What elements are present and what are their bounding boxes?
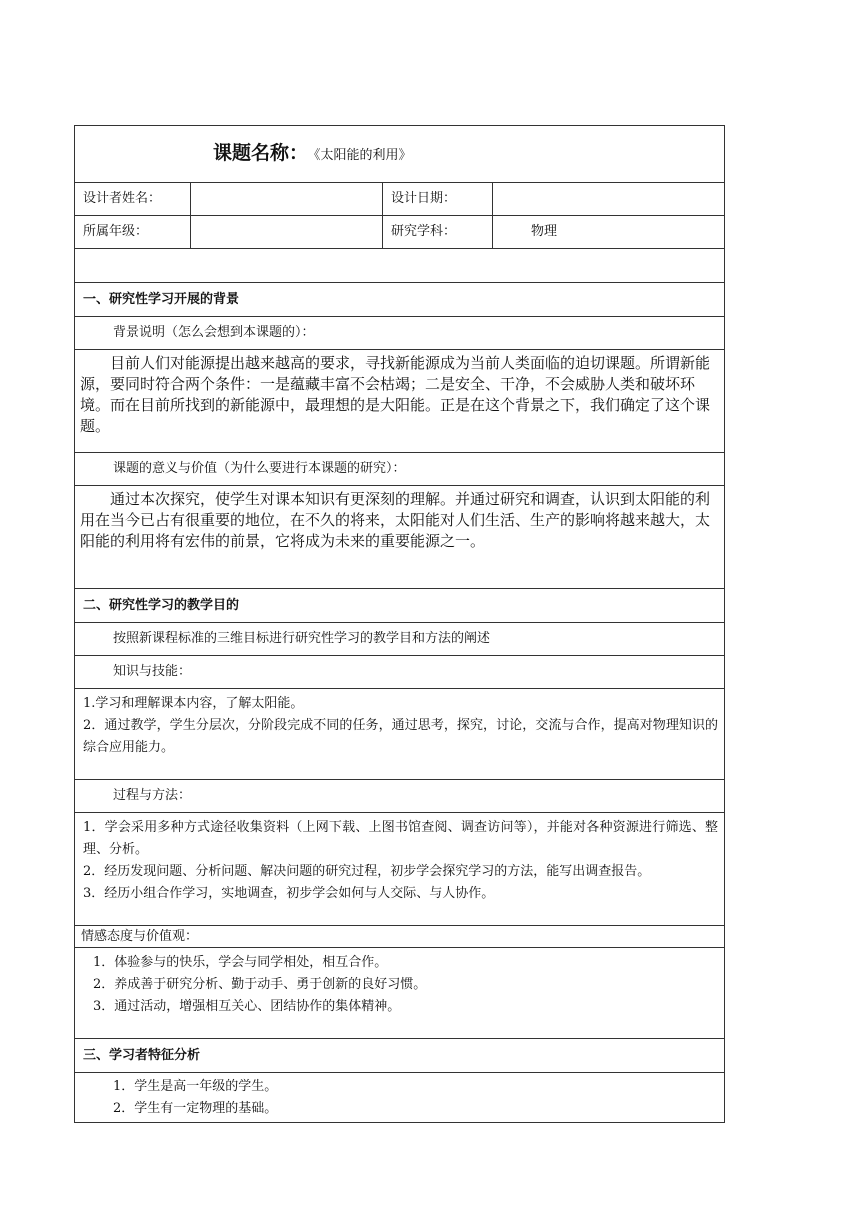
knowledge-label-row [75, 656, 725, 689]
process-item: 1．学会采用多种方式途径收集资料（上网下载、上图书馆查阅、调查访问等），并能对各种资源进行筛选、整理、分析。 [83, 820, 719, 857]
title-cell [75, 126, 725, 183]
grade-value [191, 216, 383, 249]
process-items-row [75, 813, 725, 926]
process-item: 3．经历小组合作学习，实地调查，初步学会如何与人交际、与人协作。 [83, 886, 495, 901]
meaning-label: 课题的意义与价值（为什么要进行本课题的研究）： [75, 453, 725, 486]
meaning-text: 通过本次探究，使学生对课本知识有更深刻的理解。并通过研究和调查，认识到太阳能的利用在当今已占有很重要的地位，在不久的将来，太阳能对人们生活、生产的影响将越来越大，太阳能的利用将有宏伟的前景，它将成为未来的重要能源之一。 [75, 486, 725, 589]
knowledge-item: 1.学习和理解课本内容，了解太阳能。 [83, 696, 304, 711]
design-table [74, 125, 725, 1123]
title-label: 课题名称： [213, 141, 309, 164]
designer-row [75, 183, 725, 216]
background-label-row [75, 317, 725, 350]
emotion-items [75, 948, 725, 1039]
emotion-item: 3．通过活动，增强相互关心、团结协作的集体精神。 [93, 999, 401, 1014]
subject-value: 物理 [493, 216, 725, 249]
section3-heading-row [75, 1039, 725, 1073]
background-text-row [75, 350, 725, 453]
emotion-label-row [75, 926, 725, 948]
section3-heading: 三、学习者特征分析 [75, 1039, 725, 1073]
process-items [75, 813, 725, 926]
grade-label: 所属年级： [75, 216, 191, 249]
section3-items-row [75, 1073, 725, 1123]
section2-heading-row [75, 589, 725, 623]
section1-heading: 一、研究性学习开展的背景 [75, 283, 725, 317]
grade-row [75, 216, 725, 249]
section1-heading-row [75, 283, 725, 317]
emotion-items-row [75, 948, 725, 1039]
process-label: 过程与方法： [75, 780, 725, 813]
knowledge-items-row [75, 689, 725, 780]
title-row [75, 126, 725, 183]
date-label: 设计日期： [383, 183, 493, 216]
knowledge-label: 知识与技能： [75, 656, 725, 689]
blank-row [75, 249, 725, 283]
designer-label: 设计者姓名： [75, 183, 191, 216]
emotion-label: 情感态度与价值观： [75, 926, 725, 948]
section3-items [75, 1073, 725, 1123]
title-value: 《太阳能的利用》 [314, 147, 412, 163]
section2-heading: 二、研究性学习的教学目的 [75, 589, 725, 623]
section2-intro: 按照新课程标准的三维目标进行研究性学习的教学目和方法的阐述 [75, 623, 725, 656]
lesson-design-document [74, 125, 724, 1123]
background-label: 背景说明（怎么会想到本课题的）： [75, 317, 725, 350]
learner-item: 1．学生是高一年级的学生。 [113, 1079, 278, 1094]
learner-item: 2．学生有一定物理的基础。 [113, 1101, 278, 1116]
subject-label: 研究学科： [383, 216, 493, 249]
meaning-text-row [75, 486, 725, 589]
date-value [493, 183, 725, 216]
knowledge-item: 2．通过教学，学生分层次，分阶段完成不同的任务，通过思考，探究，讨论，交流与合作，提高对物理知识的综合应用能力。 [83, 718, 719, 755]
background-text: 目前人们对能源提出越来越高的要求，寻找新能源成为当前人类面临的迫切课题。所谓新能源，要同时符合两个条件：一是蕴藏丰富不会枯竭；二是安全、干净，不会威胁人类和破坏环境。而在目前所找到的新能源中，最理想的是大阳能。正是在这个背景之下，我们确定了这个课题。 [75, 350, 725, 453]
process-item: 2．经历发现问题、分析问题、解决问题的研究过程，初步学会探究学习的方法，能写出调查报告。 [83, 864, 651, 879]
emotion-item: 2．养成善于研究分析、勤于动手、勇于创新的良好习惯。 [93, 977, 427, 992]
meaning-label-row [75, 453, 725, 486]
emotion-item: 1．体验参与的快乐，学会与同学相处，相互合作。 [93, 955, 388, 970]
knowledge-items [75, 689, 725, 780]
section2-intro-row [75, 623, 725, 656]
blank-cell [75, 249, 725, 283]
process-label-row [75, 780, 725, 813]
designer-value [191, 183, 383, 216]
